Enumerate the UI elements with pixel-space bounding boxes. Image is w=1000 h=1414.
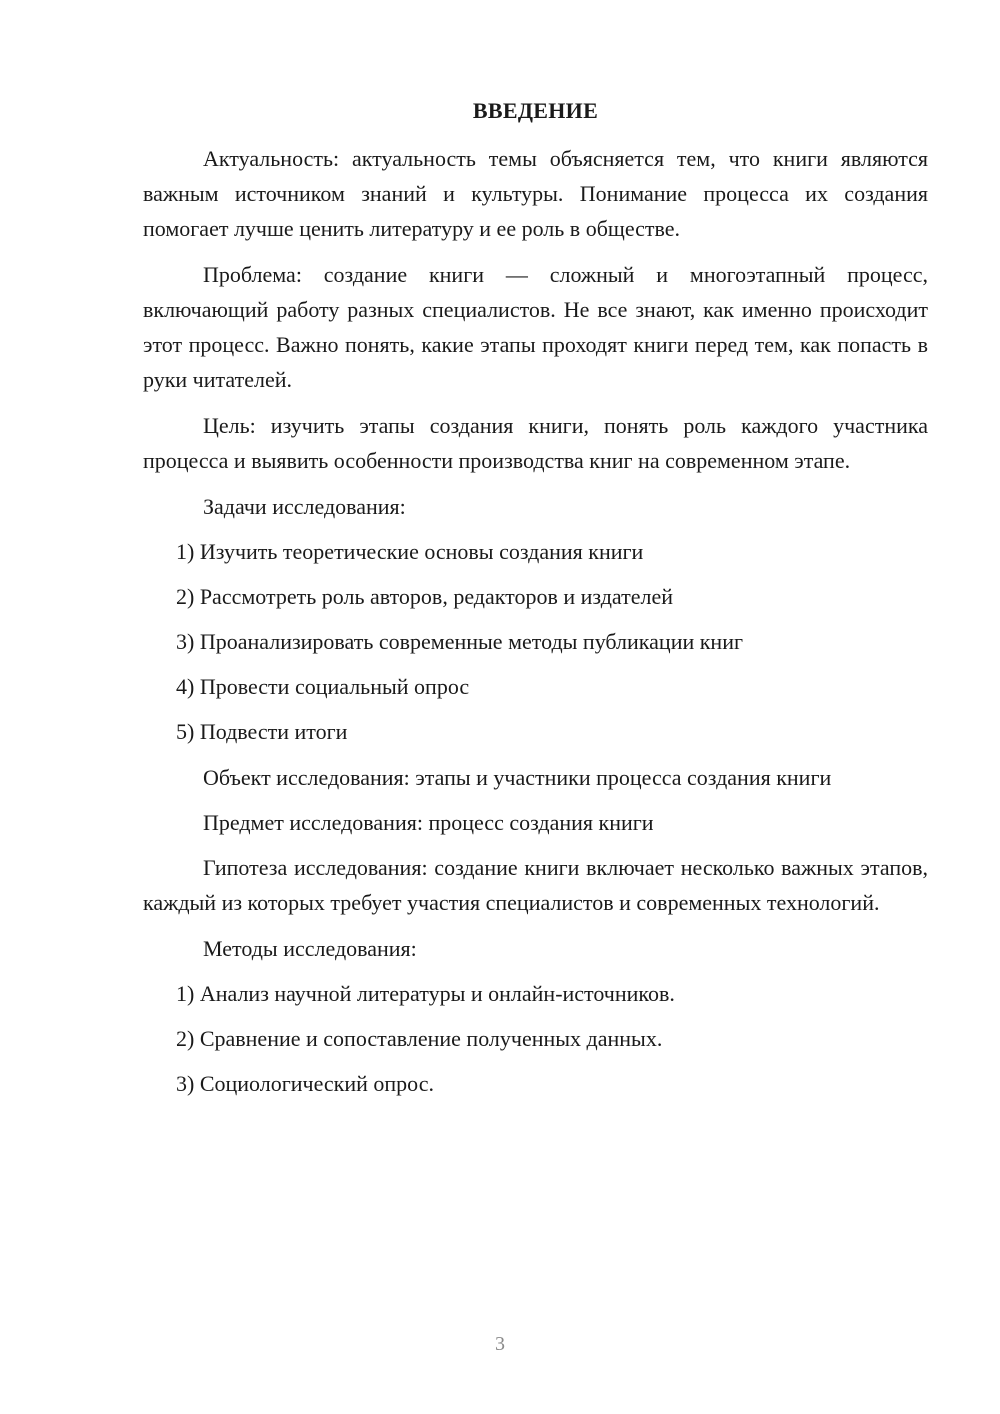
document-page: [143, 96, 928, 1111]
hypothesis-paragraph: Гипотеза исследования: создание книги включает несколько важных этапов, каждый из которых требует участия специалистов и современных технологий.: [143, 855, 928, 915]
section-title: ВВЕДЕНИЕ: [472, 98, 599, 123]
list-item: 3) Проанализировать современные методы публикации книг: [176, 629, 743, 654]
problem-paragraph: Проблема: создание книги — сложный и многоэтапный процесс, включающий работу разных специалистов. Не все знают, как именно происходит этот процесс. Важно понять, какие этапы проходят книги перед тем, как попасть в руки читателей.: [143, 262, 928, 392]
tasks-list: [143, 534, 928, 749]
relevance-paragraph: Актуальность: актуальность темы объясняется тем, что книги являются важным источником знаний и культуры. Понимание процесса их создания помогает лучше ценить литературу и ее роль в обществе.: [143, 146, 928, 241]
methods-list: [143, 976, 928, 1101]
object-paragraph: Объект исследования: этапы и участники процесса создания книги: [203, 765, 832, 790]
list-item: 2) Рассмотреть роль авторов, редакторов и издателей: [176, 584, 673, 609]
goal-paragraph: Цель: изучить этапы создания книги, понять роль каждого участника процесса и выявить особенности производства книг на современном этапе.: [143, 413, 928, 473]
subject-paragraph: Предмет исследования: процесс создания книги: [203, 810, 654, 835]
list-item: 5) Подвести итоги: [176, 719, 348, 744]
list-item: 3) Социологический опрос.: [176, 1071, 434, 1096]
list-item: 1) Анализ научной литературы и онлайн-источников.: [176, 981, 675, 1006]
page-number: 3: [495, 1333, 505, 1355]
methods-heading: Методы исследования:: [203, 936, 417, 961]
list-item: 2) Сравнение и сопоставление полученных данных.: [176, 1026, 663, 1051]
list-item: 1) Изучить теоретические основы создания книги: [176, 539, 644, 564]
list-item: 4) Провести социальный опрос: [176, 674, 470, 699]
tasks-heading: Задачи исследования:: [203, 494, 406, 519]
